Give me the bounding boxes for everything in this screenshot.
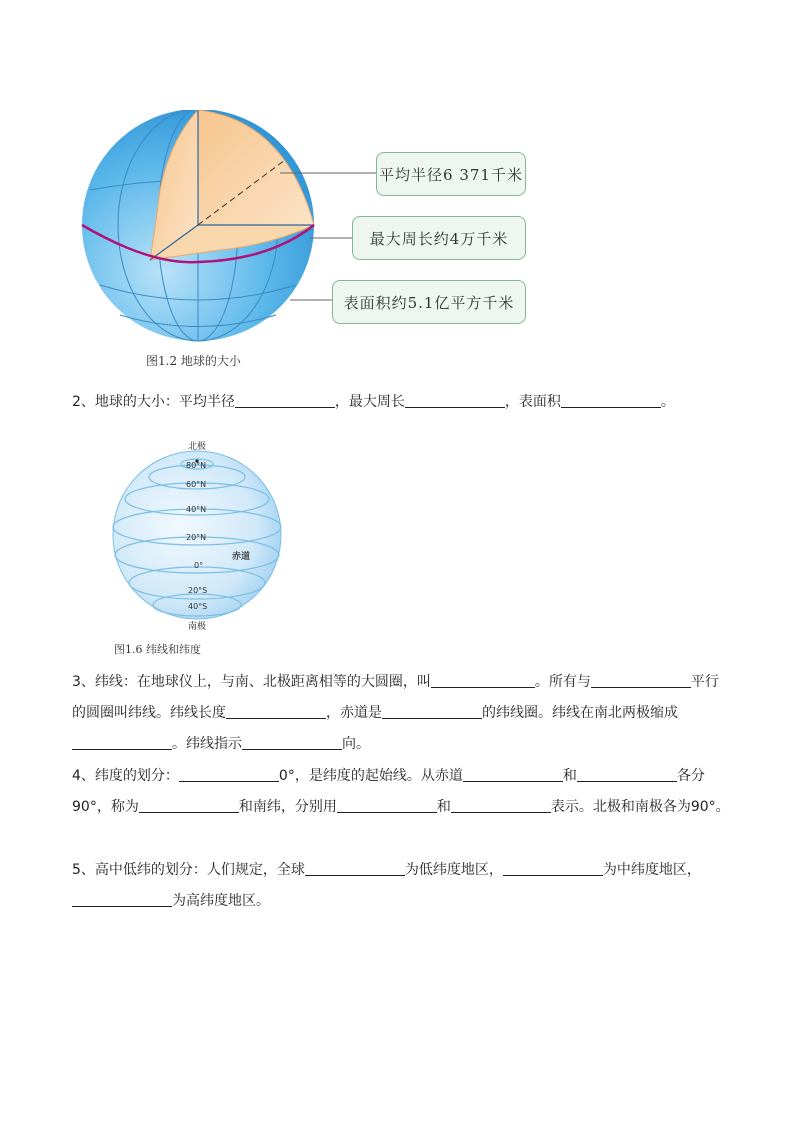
question-3: 3、纬线：在地球仪上，与南、北极距离相等的大圆圈，叫 。所有与 平行的圆圈叫纬线。纬线长度 ，赤道是 的纬线圈。纬线在南北两极缩成。纬线指示 向。 (72, 674, 719, 752)
blank-equator-name[interactable] (431, 673, 535, 688)
north-pole-label: 北极 (188, 442, 207, 452)
lat-label-20n: 20°N (186, 533, 207, 542)
blank-mid-latitude[interactable] (503, 861, 603, 876)
lat-label-40n: 40°N (186, 505, 207, 514)
lat-label-20s: 20°S (188, 586, 208, 595)
equator-label: 赤道 (232, 552, 251, 562)
blank-north-latitude[interactable] (139, 798, 239, 813)
blank-symbol-s[interactable] (451, 798, 551, 813)
callout-surface-area: 表面积约5.1亿平方千米 (332, 280, 526, 324)
blank-equator-latitude[interactable] (179, 767, 279, 782)
figure2-caption: 图1.6 纬线和纬度 (114, 643, 201, 656)
south-pole-label: 南极 (188, 622, 207, 632)
lat-label-40s: 40°S (188, 602, 208, 611)
blank-surface-area[interactable] (561, 393, 661, 408)
question-5: 5、高中低纬的划分：人们规定，全球 为低纬度地区， 为中纬度地区，为高纬度地区。 (72, 862, 701, 909)
blank-radius[interactable] (235, 393, 335, 408)
blank-southward[interactable] (577, 767, 677, 782)
blank-direction[interactable] (242, 735, 342, 750)
blank-low-latitude[interactable] (305, 861, 405, 876)
blank-equator-property[interactable] (382, 704, 482, 719)
question-4: 4、纬度的划分： 0°，是纬度的起始线。从赤道 和 各分90°，称为 和南纬，分别用 和 表示。北极和南极各为90°。 (72, 768, 730, 815)
blank-symbol-n[interactable] (337, 798, 437, 813)
blank-northward[interactable] (463, 767, 563, 782)
blank-high-latitude[interactable] (72, 892, 172, 907)
latitude-figure (108, 437, 288, 637)
lat-label-0: 0° (194, 561, 204, 570)
blank-circumference[interactable] (405, 393, 505, 408)
figure1-caption: 图1.2 地球的大小 (146, 354, 241, 368)
callout-radius: 平均半径6 371千米 (376, 152, 526, 196)
blank-latitude-length[interactable] (226, 704, 326, 719)
blank-parallel-to[interactable] (591, 673, 691, 688)
callout-circumference: 最大周长约4万千米 (352, 216, 526, 260)
blank-pole-point[interactable] (72, 735, 172, 750)
lat-label-60n: 60°N (186, 480, 207, 489)
lat-label-80n: 80°N (186, 461, 207, 470)
question-2: 2、地球的大小：平均半径 ，最大周长 ，表面积 。 (72, 394, 675, 410)
